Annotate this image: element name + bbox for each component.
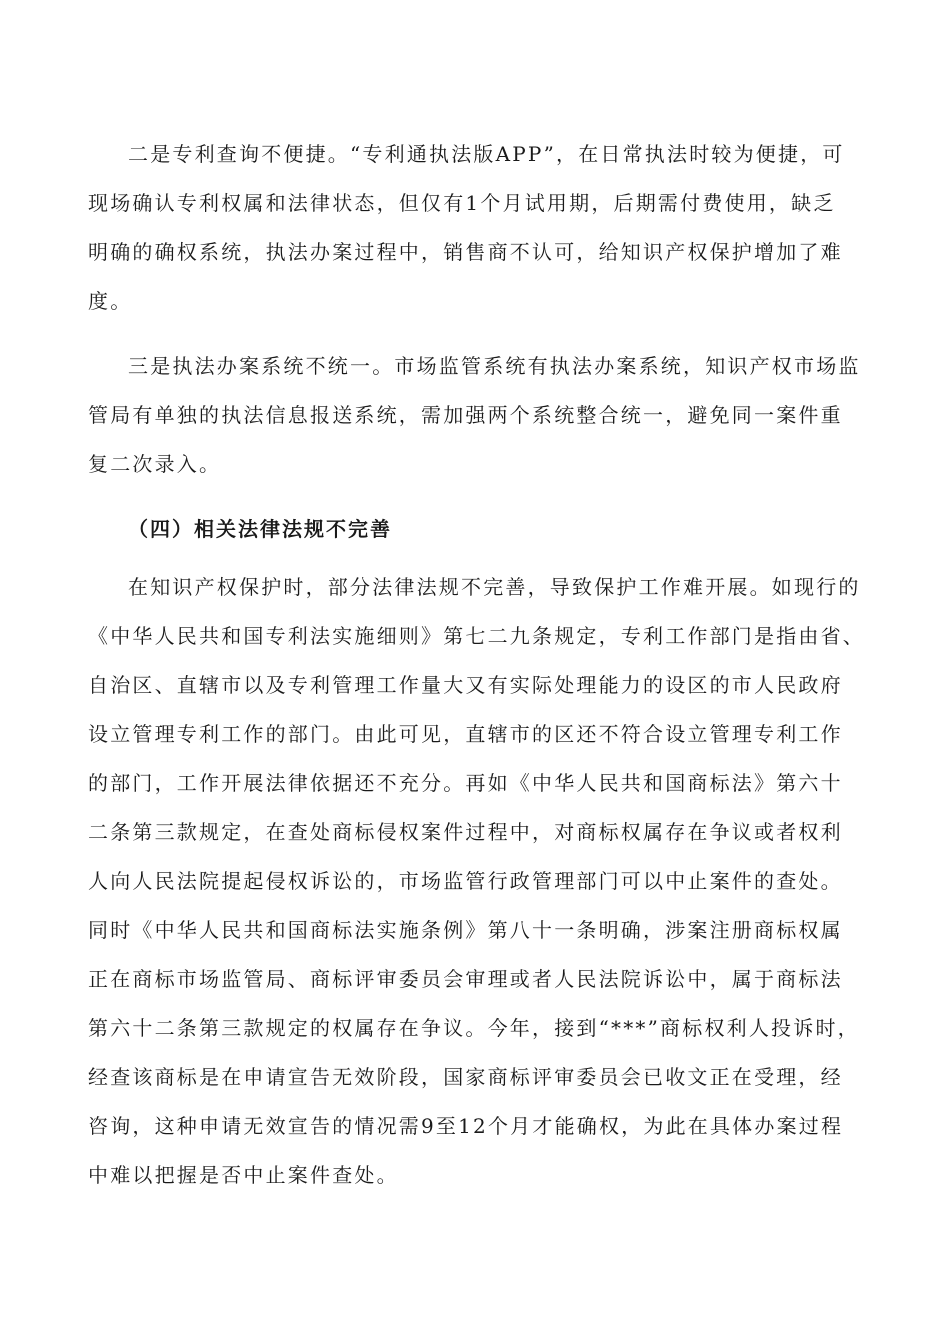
paragraph-4-line-2: 《中华人民共和国专利法实施细则》第七二九条规定，专利工作部门是指由省、 <box>88 624 865 648</box>
paragraph-4-line-7: 人向人民法院提起侵权诉讼的，市场监管行政管理部门可以中止案件的查处。 <box>88 869 843 893</box>
paragraph-4-line-4: 设立管理专利工作的部门。由此可见，直辖市的区还不符合设立管理专利工作 <box>88 722 843 746</box>
paragraph-4-line-13: 中难以把握是否中止案件查处。 <box>88 1163 399 1187</box>
section-4-heading: （四）相关法律法规不完善 <box>128 517 392 541</box>
paragraph-2-line-1: 二是专利查询不便捷。“专利通执法版APP”，在日常执法时较为便捷，可 <box>128 142 845 166</box>
paragraph-4-line-10: 第六十二条第三款规定的权属存在争议。今年，接到“***”商标权利人投诉时， <box>88 1016 860 1040</box>
paragraph-2-line-3: 明确的确权系统，执法办案过程中，销售商不认可，给知识产权保护增加了难 <box>88 240 843 264</box>
paragraph-4-line-12: 咨询，这种申请无效宣告的情况需9至12个月才能确权，为此在具体办案过程 <box>88 1114 844 1138</box>
paragraph-3-line-3: 复二次录入。 <box>88 452 222 476</box>
paragraph-2-line-2: 现场确认专利权属和法律状态，但仅有1个月试用期，后期需付费使用，缺乏 <box>88 191 836 215</box>
paragraph-2-line-4: 度。 <box>88 289 133 313</box>
paragraph-4-line-5: 的部门，工作开展法律依据还不充分。再如《中华人民共和国商标法》第六十 <box>88 771 843 795</box>
paragraph-4-line-11: 经查该商标是在申请宣告无效阶段，国家商标评审委员会已收文正在受理，经 <box>88 1065 843 1089</box>
paragraph-4-line-6: 二条第三款规定，在查处商标侵权案件过程中，对商标权属存在争议或者权利 <box>88 820 843 844</box>
paragraph-3-line-2: 管局有单独的执法信息报送系统，需加强两个系统整合统一，避免同一案件重 <box>88 403 843 427</box>
paragraph-3-line-1: 三是执法办案系统不统一。市场监管系统有执法办案系统，知识产权市场监 <box>128 354 861 378</box>
paragraph-4-line-9: 正在商标市场监管局、商标评审委员会审理或者人民法院诉讼中，属于商标法 <box>88 967 843 991</box>
paragraph-4-line-3: 自治区、直辖市以及专利管理工作量大又有实际处理能力的设区的市人民政府 <box>88 673 843 697</box>
paragraph-4-line-1: 在知识产权保护时，部分法律法规不完善，导致保护工作难开展。如现行的 <box>128 575 861 599</box>
paragraph-4-line-8: 同时《中华人民共和国商标法实施条例》第八十一条明确，涉案注册商标权属 <box>88 918 843 942</box>
